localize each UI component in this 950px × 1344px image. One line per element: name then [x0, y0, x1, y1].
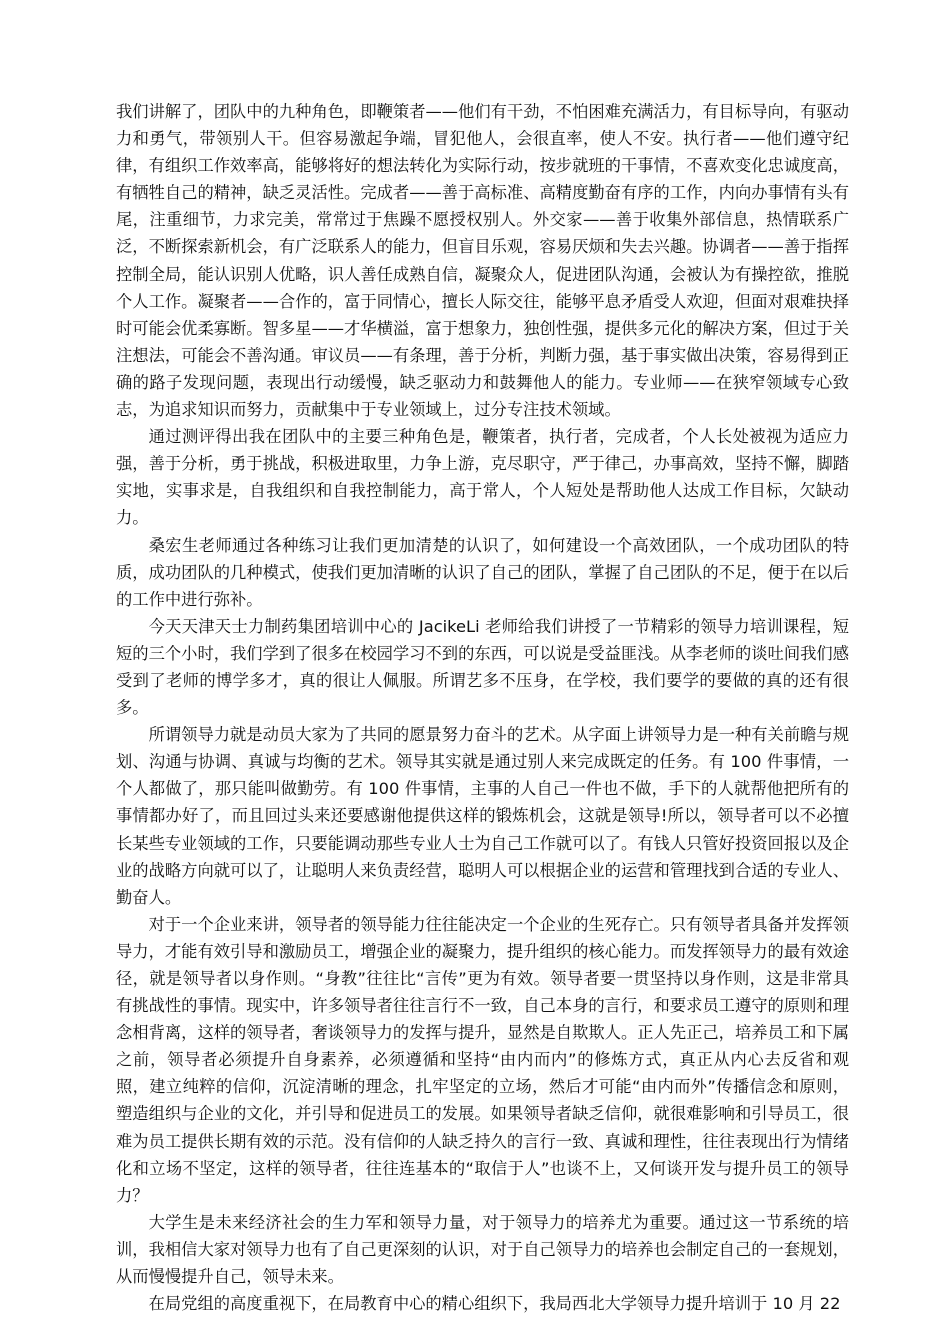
document-body — [116, 98, 849, 1317]
paragraph-students: 大学生是未来经济社会的生力军和领导力量，对于领导力的培养尤为重要。通过这一节系统的培训，我相信大家对领导力也有了自己更深刻的认识，对于自己领导力的培养也会制定自己的一套规划，从而慢慢提升自己，领导未来。 — [116, 1212, 849, 1287]
paragraph-training-intro: 在局党组的高度重视下，在局教育中心的精心组织下，我局西北大学领导力提升培训于 10 月 22 — [148, 1294, 841, 1314]
paragraph-teacher-sang: 桑宏生老师通过各种练习让我们更加清楚的认识了，如何建设一个高效团队，一个成功团队的特质，成功团队的几种模式，使我们更加清晰的认识了自己的团队，掌握了自己团队的不足，便于在以后的工作中进行弥补。 — [116, 535, 849, 609]
paragraph-leadership-course: 今天天津天士力制药集团培训中心的 JacikeLi 老师给我们讲授了一节精彩的领导力培训课程，短短的三个小时，我们学到了很多在校园学习不到的东西，可以说是受益匪浅。从李老师的谈吐间我们感受到了老师的博学多才，真的很让人佩服。所谓艺多不压身，在学校，我们要学的要做的真的还有很多。 — [116, 616, 849, 718]
paragraph-my-roles: 通过测评得出我在团队中的主要三种角色是，鞭策者，执行者，完成者，个人长处被视为适应力强，善于分析，勇于挑战，积极进取里，力争上游，克尽职守，严于律己，办事高效，坚持不懈，脚踏实地，实事求是，自我组织和自我控制能力，高于常人，个人短处是帮助他人达成工作目标，欠缺动力。 — [116, 427, 849, 528]
paragraph-leadership-definition: 所谓领导力就是动员大家为了共同的愿景努力奋斗的艺术。从字面上讲领导力是一种有关前瞻与规划、沟通与协调、真诚与均衡的艺术。领导其实就是通过别人来完成既定的任务。有 100 件事情，一个人都做了，那只能叫做勤劳。有 100 件事情，主事的人自己一件也不做，手下的人就帮他把所有的事情都办好了，而且回过头来还要感谢他提供这样的锻炼机会，这就是领导!所以，领导者可以不必擅长某些专业领域的工作，只要能调动那些专业人士为自己工作就可以了。有钱人只管好投资回报以及企业的战略方向就可以了，让聪明人来负责经营，聪明人可以根据企业的运营和管理找到合适的专业人、勤奋人。 — [116, 725, 849, 907]
paragraph-team-roles: 我们讲解了，团队中的九种角色，即鞭策者——他们有干劲，不怕困难充满活力，有目标导向，有驱动力和勇气，带领别人干。但容易激起争端，冒犯他人，会很直率，使人不安。执行者——他们遵守纪律，有组织工作效率高，能够将好的想法转化为实际行动，按步就班的干事情，不喜欢变化忠诚度高，有牺牲自己的精神，缺乏灵活性。完成者——善于高标准、高精度勤奋有序的工作，内向办事情有头有尾，注重细节，力求完美，常常过于焦躁不愿授权别人。外交家——善于收集外部信息，热情联系广泛，不断探索新机会，有广泛联系人的能力，但盲目乐观，容易厌烦和失去兴趣。协调者——善于指挥控制全局，能认识别人优略，识人善任成熟自信，凝聚众人，促进团队沟通，会被认为有操控欲，推脱个人工作。凝聚者——合作的，富于同情心，擅长人际交往，能够平息矛盾受人欢迎，但面对艰难抉择时可能会优柔寡断。智多星——才华横溢，富于想象力，独创性强，提供多元化的解决方案，但过于关注想法，可能会不善沟通。审议员——有条理，善于分析，判断力强，基于事实做出决策，容易得到正确的路子发现问题，表现出行动缓慢，缺乏驱动力和鼓舞他人的能力。专业师——在狭窄领域专心致志，为追求知识而努力，贡献集中于专业领域上，过分专注技术领域。 — [116, 102, 849, 420]
paragraph-lead-by-example: 对于一个企业来讲，领导者的领导能力往往能决定一个企业的生死存亡。只有领导者具备并发挥领导力，才能有效引导和激励员工，增强企业的凝聚力，提升组织的核心能力。而发挥领导力的最有效途径，就是领导者以身作则。“身教”往往比“言传”更为有效。领导者要一贯坚持以身作则，这是非常具有挑战性的事情。现实中，许多领导者往往言行不一致，自己本身的言行，和要求员工遵守的原则和理念相背离，这样的领导者，奢谈领导力的发挥与提升，显然是自欺欺人。正人先正己，培养员工和下属之前，领导者必须提升自身素养，必须遵循和坚持“由内而内”的修炼方式，真正从内心去反省和观照，建立纯粹的信仰，沉淀清晰的理念，扎牢坚定的立场，然后才可能“由内而外”传播信念和原则，塑造组织与企业的文化，并引导和促进员工的发展。如果领导者缺乏信仰，就很难影响和引导员工，很难为员工提供长期有效的示范。没有信仰的人缺乏持久的言行一致、真诚和理性，往往表现出行为情绪化和立场不坚定，这样的领导者，往往连基本的“取信于人”也谈不上，又何谈开发与提升员工的领导力？ — [116, 914, 849, 1205]
